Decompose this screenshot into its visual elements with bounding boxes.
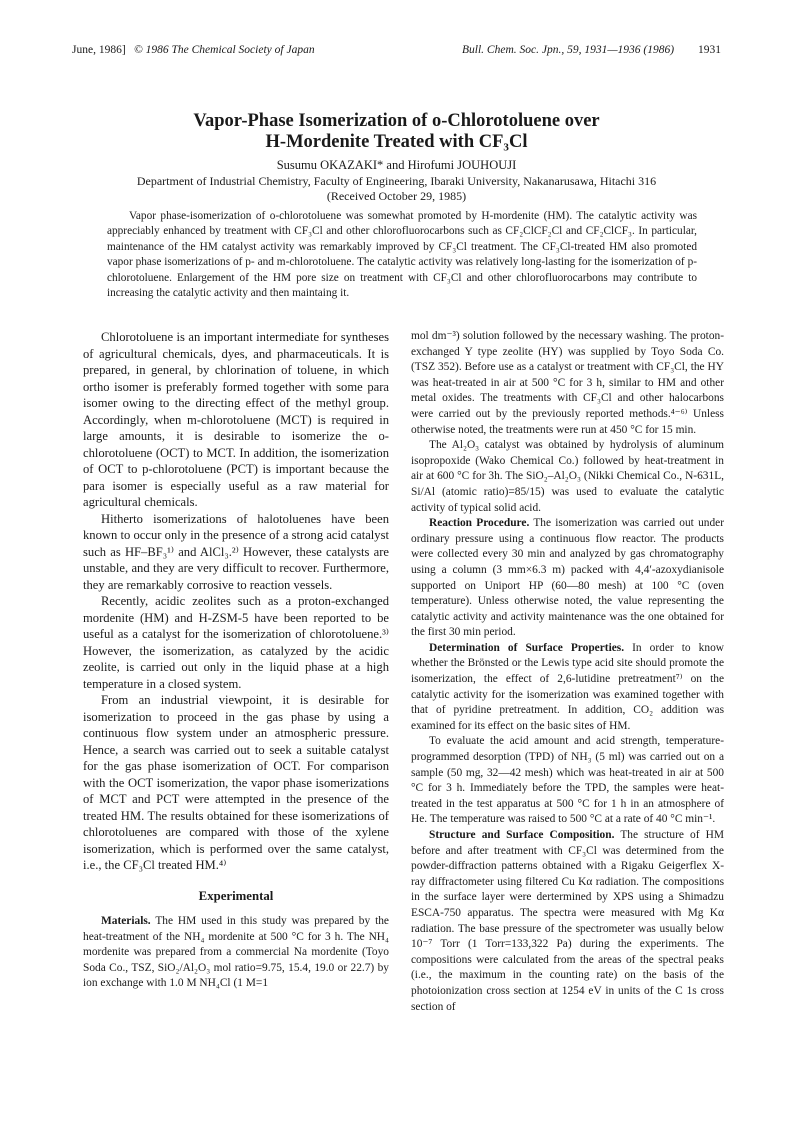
right-column <box>411 329 724 1015</box>
structure-run-in-heading: Structure and Surface Composition. <box>429 829 615 841</box>
tpd-paragraph: To evaluate the acid amount and acid strength, temperature-programmed desorption (TPD) of NH₃ (5 ml) was carried out on a sample (50 mg, 32—42 mesh) which was heat-treated in air at 500 °C for 3 h. Immediately before the TPD, the samples were heat-treated in the test apparatus at 500 °C for 1 h in an atmosphere of He. The temperature was raised to 500 °C at a rate of 40 °C min⁻¹. <box>411 735 724 826</box>
surface-run-in-heading: Determination of Surface Properties. <box>429 641 625 654</box>
materials-continued: mol dm⁻³) solution followed by the necessary washing. The proton-exchanged Y type zeolite (HY) was supplied by Toyo Soda Co. (TSZ 352). Before use as a catalyst or treatment with CF₃Cl, the HY was heat-treated in air at 500 °C for 3 h, similar to HM and other metal oxides. The treatments with CF₃Cl and other halocarbons were carried out by the previously reported methods.⁴⁻⁶⁾ Unless otherwise noted, the treatments were run at 450 °C for 15 min. <box>411 330 724 436</box>
left-column <box>83 329 389 992</box>
intro-paragraph-1: Chlorotoluene is an important intermediate for syntheses of agricultural chemicals, dyes, and pharmaceuticals. It is prepared, in general, by chlorination of toluene, in which ortho isomer is preferably formed together with some para isomer owing to the directing effect of the methyl group. Accordingly, when m-chlorotoluene (MCT) is required in large amounts, it is desirable to isomerize the o-chlorotoluene (OCT) to MCT. In addition, the isomerization of OCT to p-chlorotoluene (PCT) is important because the para isomer is especially useful as a raw material for agricultural chemicals. <box>83 330 389 509</box>
structure-text: The structure of HM before and after treatment with CF₃Cl was determined from the powder-diffraction patterns obtained with a Rigaku Geigerflex X-ray diffractometer using filtered Cu Kα radiation. The compositions in the surface layer were dertermined by XPS using a Shimadzu ESCA-750 apparatus. The spectra were measured with Mg Kα radiation. The base pressure of the spectrometer was usually below 10⁻⁷ Torr (1 Torr=133,322 Pa) during the experiments. The compositions were calculated from the areas of the spectral peaks (i.e., the maximum in the counting rate) on the basis of the photoionization cross section at 1254 eV in units of the C 1s cross section of <box>411 829 724 1013</box>
affiliation: Department of Industrial Chemistry, Faculty of Engineering, Ibaraki University, Nakanarusawa, Hitachi 316 <box>136 174 657 188</box>
title-line-1: Vapor-Phase Isomerization of o-Chlorotoluene over <box>193 111 600 131</box>
article-title <box>60 111 733 153</box>
intro-paragraph-3: Recently, acidic zeolites such as a proton-exchanged mordenite (HM) and H-ZSM-5 have been reported to be useful as a catalyst for the isomerization of chlorotoluene.³⁾ However, the isomerization, as catalyzed by the acidic zeolite, is carried out only in the liquid phase at a high temperature in a closed system. <box>83 594 389 691</box>
issue-date: June, 1986] <box>72 44 126 56</box>
materials-run-in-heading: Materials. <box>101 915 151 927</box>
copyright-notice: © 1986 The Chemical Society of Japan <box>134 44 315 56</box>
materials-paragraph <box>83 914 389 992</box>
author-list: Susumu OKAZAKI* and Hirofumi JOUHOUJI <box>276 158 517 172</box>
received-date: (Received October 29, 1985) <box>326 189 467 203</box>
alumina-paragraph: The Al₂O₃ catalyst was obtained by hydrolysis of aluminum isopropoxide (Wako Chemical Co.) followed by heat-treatment in air at 600 °C for 3h. The SiO₂–Al₂O₃ (Nikki Chemical Co., N-631L, Si/Al (atomic ratio)=85/15) was used to evaluate the catalytic activity of typical solid acid. <box>411 439 724 514</box>
materials-text: The HM used in this study was prepared by the heat-treatment of the NH₄ mordenite at 500 °C for 3 h. The NH₄ mordenite was prepared from a commercial Na mordenite (Toyo Soda Co., TSZ, SiO₂/Al₂O₃ mol ratio=9.75, 15.4, 19.0 or 22.7) by ion exchange with 1.0 M NH₄Cl (1 M=1 <box>83 915 389 990</box>
intro-paragraph-4: From an industrial viewpoint, it is desirable for isomerization to proceed in the gas phase by using a continuous flow system under an atmospheric pressure. Hence, a search was carried out to seek a suitable catalyst for the gas phase isomerization of OCT. For comparison with the OCT isomerization, the vapor phase isomerizations of MCT and PCT were attempted in the presence of the treated HM. The results obtained for these isomerizations of chlorotoluenes are compared with those of the xylene isomerization, which is performed over the same catalyst, i.e., the CF₃Cl treated HM.⁴⁾ <box>83 693 389 872</box>
running-header <box>72 44 721 60</box>
abstract: Vapor phase-isomerization of o-chlorotoluene was somewhat promoted by H-mordenite (HM). The catalytic activity was appreciably enhanced by treatment with CF₃Cl and other chlorofluorocarbons such as CF₂ClCF₂Cl and CF₂ClCF₃. In particular, maintenance of the HM catalyst activity was remarkably improved by CF₃Cl treatment. The CF₃Cl-treated HM also promoted vapor phase isomerizations of p- and m-chlorotoluene. The catalytic activity was relatively long-lasting for the isomerization of p-chlorotoluene. Enlargement of the HM pore size on treatment with CF₃Cl and other chlorofluorocarbons may contribute to increasing the catalytic activity and then maintaing it. <box>107 210 697 300</box>
structure-paragraph <box>411 828 724 1015</box>
intro-paragraph-2: Hitherto isomerizations of halotoluenes have been known to occur only in the presence of a strong acid catalyst such as HF–BF₃¹⁾ and AlCl₃.²⁾ However, these catalysts are unstable, and they are very difficult to recover. Furthermore, they are remarkably corrosive to reaction vessels. <box>83 511 389 592</box>
title-line-2: H-Mordenite Treated with CF₃Cl <box>265 132 528 152</box>
surface-paragraph <box>411 641 724 735</box>
reaction-run-in-heading: Reaction Procedure. <box>429 517 530 530</box>
section-heading-experimental: Experimental <box>198 888 274 903</box>
surface-text: In order to know whether the Brönsted or the Lewis type acid site should promote the isomerization, the effect of 2,6-lutidine pretreatment⁷⁾ on the catalytic activity for the isomerization was examined together with that of pyridine pretreatment. In addition, CO₂ addition was examined for its effect on the basic sites of HM. <box>411 641 724 732</box>
page-number: 1931 <box>698 44 721 56</box>
reaction-paragraph <box>411 516 724 641</box>
journal-citation: Bull. Chem. Soc. Jpn., 59, 1931—1936 (1986) <box>462 44 675 56</box>
reaction-text: The isomerization was carried out under ordinary pressure using a continuous flow reactor. The products were collected every 30 min and analyzed by gas chromatography using a column (3 mm×6.3 m) packed with 4,4′-azoxydianisole supported on Uniport HP (60—80 mesh) at 100 °C (oven temperature). Unless otherwise noted, the value representing the catalytic activity and activity maintenance was the one obtained for the first 30 min period. <box>411 517 724 639</box>
affiliation-block <box>60 174 733 204</box>
